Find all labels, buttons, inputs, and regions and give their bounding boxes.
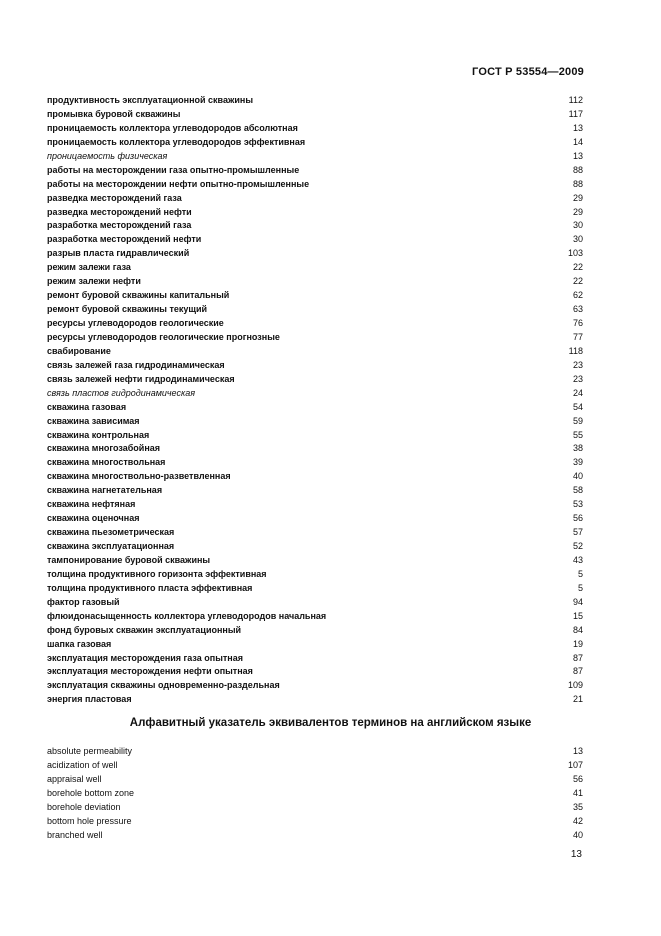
- index-entry: [47, 693, 583, 707]
- index-term: энергия пластовая: [47, 694, 132, 705]
- index-page-ref: 76: [572, 318, 583, 328]
- index-entry: [47, 331, 583, 345]
- index-entry: [47, 759, 583, 773]
- index-term: скважина пьезометрическая: [47, 527, 175, 538]
- index-term: толщина продуктивного пласта эффективная: [47, 582, 253, 593]
- index-entry: [47, 679, 583, 693]
- index-term: branched well: [47, 829, 103, 840]
- index-entry: [47, 289, 583, 303]
- index-page-ref: 23: [572, 359, 583, 370]
- index-page-ref: 39: [572, 457, 583, 468]
- index-page-ref: 55: [572, 429, 583, 440]
- index-term: скважина многозабойная: [47, 443, 161, 454]
- index-term: работы на месторождении нефти опытно-промышленные: [47, 178, 310, 189]
- index-page-ref: 54: [572, 401, 583, 412]
- index-term: связь залежей газа гидродинамическая: [47, 359, 225, 370]
- index-term: скважина многоствольная: [47, 457, 166, 468]
- index-entry: [47, 442, 583, 456]
- index-page-ref: 13: [572, 122, 583, 133]
- index-page-ref: 43: [572, 554, 583, 565]
- index-page-ref: 24: [572, 387, 583, 398]
- index-entry: [47, 387, 583, 401]
- index-page-ref: 23: [572, 373, 583, 384]
- index-term: тампонирование буровой скважины: [47, 554, 211, 565]
- index-page-ref: 107: [567, 759, 583, 770]
- index-page-ref: 57: [572, 527, 583, 538]
- index-entry: [47, 150, 583, 164]
- index-page-ref: 112: [568, 95, 583, 105]
- index-term: продуктивность эксплуатационной скважины: [47, 95, 254, 105]
- index-term: свабирование: [47, 345, 111, 356]
- index-term: связь залежей нефти гидродинамическая: [47, 373, 235, 384]
- index-entry: [47, 94, 583, 108]
- index-entry: [47, 540, 583, 554]
- index-term: эксплуатация месторождения нефти опытная: [47, 666, 253, 677]
- index-page-ref: 15: [572, 610, 583, 621]
- index-page-ref: 42: [572, 815, 583, 826]
- index-term: acidization of well: [47, 759, 118, 770]
- index-term: связь пластов гидродинамическая: [47, 387, 196, 398]
- index-page-ref: 40: [572, 471, 583, 482]
- english-index-title: Алфавитный указатель эквивалентов терминов на английском языке: [129, 717, 532, 729]
- index-page-ref: 117: [568, 108, 583, 119]
- document-header: ГОСТ Р 53554—2009: [472, 66, 584, 78]
- index-term: проницаемость коллектора углеводородов эффективная: [47, 136, 306, 147]
- index-term: скважина нефтяная: [47, 499, 136, 510]
- index-entry: [47, 275, 583, 289]
- index-page-ref: 88: [572, 164, 583, 175]
- index-page-ref: 77: [572, 331, 583, 342]
- index-page-ref: 58: [572, 485, 583, 496]
- page-number: 13: [570, 849, 582, 860]
- index-entry: [47, 829, 583, 843]
- index-term: bottom hole pressure: [47, 815, 132, 826]
- index-page-ref: 94: [572, 596, 583, 607]
- index-entry: [47, 652, 583, 666]
- index-page-ref: 56: [572, 773, 583, 784]
- index-term: ремонт буровой скважины капитальный: [47, 290, 230, 301]
- index-entry: [47, 164, 583, 178]
- index-page-ref: 87: [572, 652, 583, 663]
- index-term: ресурсы углеводородов геологические прогнозные: [47, 331, 280, 342]
- index-entry: [47, 373, 583, 387]
- index-term: режим залежи газа: [47, 262, 131, 273]
- index-term: скважина оценочная: [47, 513, 140, 524]
- index-term: скважина контрольная: [47, 429, 150, 440]
- index-page-ref: 5: [577, 568, 583, 579]
- index-entry: [47, 233, 583, 247]
- index-entry: [47, 745, 583, 759]
- index-page-ref: 63: [572, 304, 583, 315]
- index-term: разрыв пласта гидравлический: [47, 248, 190, 259]
- index-entry: [47, 815, 583, 829]
- index-entry: [47, 484, 583, 498]
- index-page-ref: 38: [572, 443, 583, 454]
- index-term: фонд буровых скважин эксплуатационный: [47, 624, 242, 635]
- index-term: эксплуатация месторождения газа опытная: [47, 652, 243, 663]
- index-term: режим залежи нефти: [47, 276, 141, 287]
- index-entry: [47, 108, 583, 122]
- index-entry: [47, 247, 583, 261]
- index-page-ref: 53: [572, 499, 583, 510]
- index-entry: [47, 456, 583, 470]
- index-entry: [47, 206, 583, 220]
- index-page-ref: 5: [577, 582, 583, 593]
- index-page-ref: 35: [572, 801, 583, 812]
- index-page-ref: 21: [572, 694, 583, 705]
- index-term: скважина эксплуатационная: [47, 541, 175, 551]
- index-entry: [47, 192, 583, 206]
- index-term: шапка газовая: [47, 638, 112, 649]
- index-page-ref: 13: [572, 150, 583, 161]
- index-page-ref: 103: [567, 248, 583, 259]
- index-entry: [47, 787, 583, 801]
- index-entry: [47, 624, 583, 638]
- index-page-ref: 22: [572, 276, 583, 287]
- index-term: скважина зависимая: [47, 415, 140, 426]
- index-entry: [47, 498, 583, 512]
- index-entry: [47, 429, 583, 443]
- index-term: толщина продуктивного горизонта эффективная: [47, 568, 267, 579]
- index-term: фактор газовый: [47, 596, 120, 607]
- english-term-index: [47, 745, 583, 843]
- index-term: разработка месторождений нефти: [47, 234, 202, 245]
- index-term: разведка месторождений газа: [47, 192, 182, 203]
- index-page-ref: 109: [567, 680, 583, 691]
- index-page-ref: 87: [572, 666, 583, 677]
- index-entry: [47, 178, 583, 192]
- index-term: скважина газовая: [47, 401, 127, 412]
- index-entry: [47, 470, 583, 484]
- index-entry: [47, 261, 583, 275]
- index-page-ref: 29: [572, 206, 583, 217]
- index-page-ref: 14: [572, 136, 583, 147]
- index-page-ref: 52: [572, 541, 583, 551]
- index-entry: [47, 136, 583, 150]
- index-page-ref: 56: [572, 513, 583, 524]
- index-term: промывка буровой скважины: [47, 108, 181, 119]
- index-term: appraisal well: [47, 773, 102, 784]
- index-term: эксплуатация скважины одновременно-раздельная: [47, 680, 280, 691]
- index-entry: [47, 554, 583, 568]
- index-entry: [47, 801, 583, 815]
- index-page-ref: 118: [568, 345, 583, 356]
- index-term: ремонт буровой скважины текущий: [47, 304, 208, 315]
- index-page-ref: 41: [572, 787, 583, 798]
- index-entry: [47, 359, 583, 373]
- index-page-ref: 29: [572, 192, 583, 203]
- index-page-ref: 22: [572, 262, 583, 273]
- index-entry: [47, 317, 583, 331]
- index-page-ref: 13: [572, 746, 583, 756]
- index-entry: [47, 303, 583, 317]
- index-term: borehole deviation: [47, 801, 121, 812]
- index-entry: [47, 568, 583, 582]
- index-entry: [47, 665, 583, 679]
- index-term: borehole bottom zone: [47, 787, 135, 798]
- index-page-ref: 62: [572, 290, 583, 301]
- index-term: проницаемость коллектора углеводородов абсолютная: [47, 122, 298, 133]
- index-term: ресурсы углеводородов геологические: [47, 318, 224, 328]
- index-entry: [47, 122, 583, 136]
- index-entry: [47, 582, 583, 596]
- index-page-ref: 84: [572, 624, 583, 635]
- index-entry: [47, 610, 583, 624]
- index-term: скважина многоствольно-разветвленная: [47, 471, 231, 482]
- index-entry: [47, 596, 583, 610]
- index-page-ref: 19: [572, 638, 583, 649]
- index-page-ref: 40: [572, 829, 583, 840]
- index-term: разработка месторождений газа: [47, 220, 192, 231]
- index-entry: [47, 415, 583, 429]
- index-entry: [47, 512, 583, 526]
- index-entry: [47, 773, 583, 787]
- index-entry: [47, 401, 583, 415]
- index-page-ref: 88: [572, 178, 583, 189]
- index-entry: [47, 219, 583, 233]
- index-entry: [47, 345, 583, 359]
- index-page-ref: 59: [572, 415, 583, 426]
- index-entry: [47, 526, 583, 540]
- index-term: разведка месторождений нефти: [47, 206, 192, 217]
- index-page-ref: 30: [572, 220, 583, 231]
- russian-term-index: [47, 94, 583, 707]
- index-entry: [47, 638, 583, 652]
- index-term: absolute permeability: [47, 746, 133, 756]
- index-page-ref: 30: [572, 234, 583, 245]
- index-term: проницаемость физическая: [47, 150, 168, 161]
- index-term: скважина нагнетательная: [47, 485, 163, 496]
- index-term: флюидонасыщенность коллектора углеводородов начальная: [47, 610, 327, 621]
- index-term: работы на месторождении газа опытно-промышленные: [47, 164, 300, 175]
